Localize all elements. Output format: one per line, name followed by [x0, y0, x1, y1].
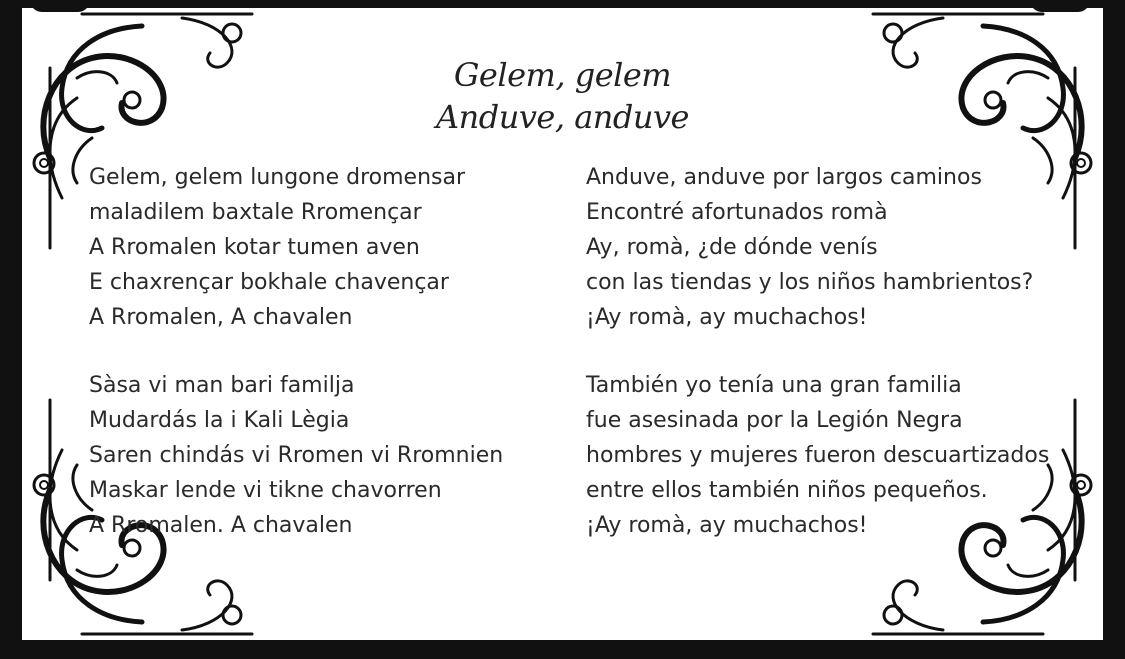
verse-line: Anduve, anduve por largos caminos	[586, 165, 982, 190]
verse-line: ¡Ay romà, ay muchachos!	[586, 305, 868, 330]
verse-line: E chaxrençar bokhale chavençar	[89, 270, 449, 295]
verse-line: entre ellos también niños pequeños.	[586, 478, 988, 503]
verse-line: A Rromalen, A chavalen	[89, 305, 353, 330]
verse-line: Ay, romà, ¿de dónde venís	[586, 235, 878, 260]
overlay-notch	[1030, 0, 1090, 12]
verse-line: Gelem, gelem lungone dromensar	[89, 165, 465, 190]
poem-title-romani: Gelem, gelem	[453, 56, 672, 94]
verse-line: Encontré afortunados romà	[586, 200, 888, 225]
verse-line: con las tiendas y los niños hambrientos?	[586, 270, 1034, 295]
verse-line: Sàsa vi man bari familja	[89, 373, 355, 398]
verse-line: maladilem baxtale Rromençar	[89, 200, 422, 225]
romani-stanza-2	[89, 368, 503, 543]
romani-stanza-1	[89, 160, 465, 335]
spanish-stanza-1	[586, 160, 1033, 335]
verse-line: Mudardás la i Kali Lègia	[89, 408, 350, 433]
overlay-notch	[30, 0, 90, 12]
spanish-stanza-2	[586, 368, 1049, 543]
verse-line: A Rromalen kotar tumen aven	[89, 235, 420, 260]
verse-line: ¡Ay romà, ay muchachos!	[586, 513, 868, 538]
verse-line: fue asesinada por la Legión Negra	[586, 408, 963, 433]
verse-line: A Rromalen. A chavalen	[89, 513, 353, 538]
poem-title-spanish: Anduve, anduve	[436, 98, 689, 136]
verse-line: También yo tenía una gran familia	[586, 373, 962, 398]
verse-line: Saren chindás vi Rromen vi Rromnien	[89, 443, 504, 468]
verse-line: hombres y mujeres fueron descuartizados	[586, 443, 1050, 468]
poem-card	[22, 8, 1103, 640]
verse-line: Maskar lende vi tikne chavorren	[89, 478, 442, 503]
